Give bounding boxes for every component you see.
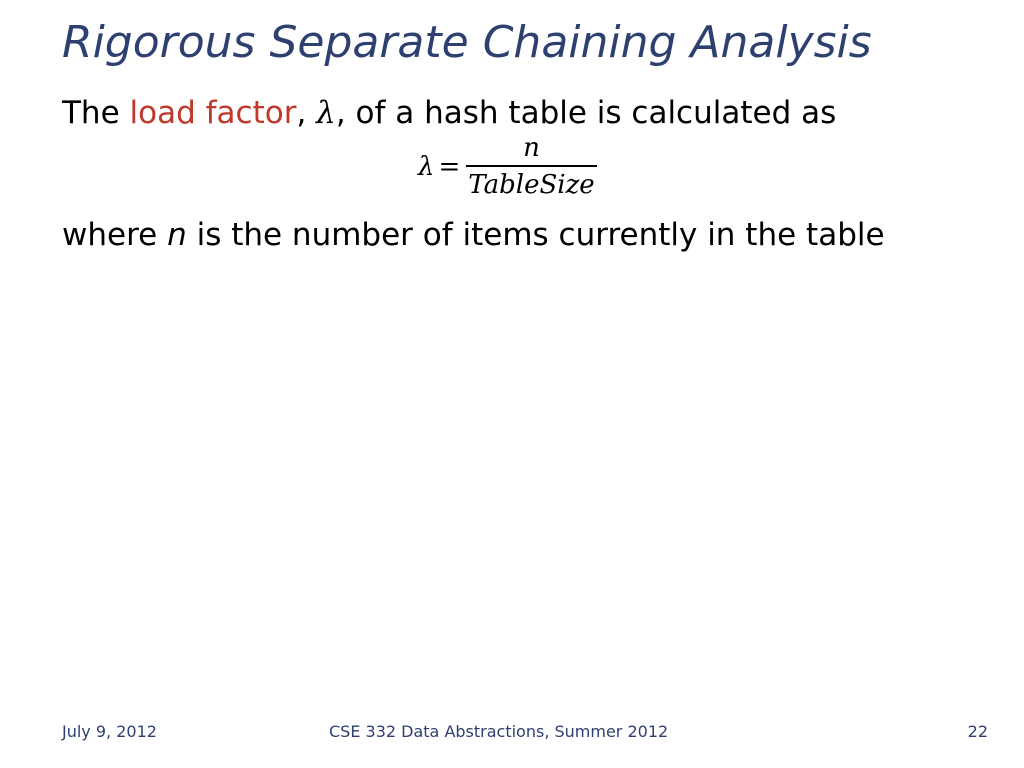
definition-prefix: The	[62, 95, 130, 131]
formula-lhs: λ	[418, 152, 435, 182]
load-factor-term: load factor	[129, 95, 297, 131]
footer-date: July 9, 2012	[62, 722, 157, 741]
formula-fraction	[466, 131, 596, 203]
definition-comma: ,	[296, 95, 317, 131]
footer-page-number: 22	[967, 722, 988, 741]
n-definition-suffix: is the number of items currently in the table	[186, 217, 885, 253]
formula-denominator: TableSize	[468, 170, 595, 200]
slide-title: Rigorous Separate Chaining Analysis	[62, 17, 872, 68]
n-definition	[62, 215, 885, 255]
n-definition-prefix: where	[62, 217, 168, 253]
load-factor-formula	[418, 126, 597, 208]
formula-numerator: n	[523, 133, 540, 163]
formula-equals: =	[438, 152, 461, 182]
definition-suffix: , of a hash table is calculated as	[335, 95, 837, 131]
lambda-symbol: λ	[316, 95, 336, 131]
footer-course: CSE 332 Data Abstractions, Summer 2012	[329, 722, 669, 741]
n-variable: n	[167, 217, 187, 253]
